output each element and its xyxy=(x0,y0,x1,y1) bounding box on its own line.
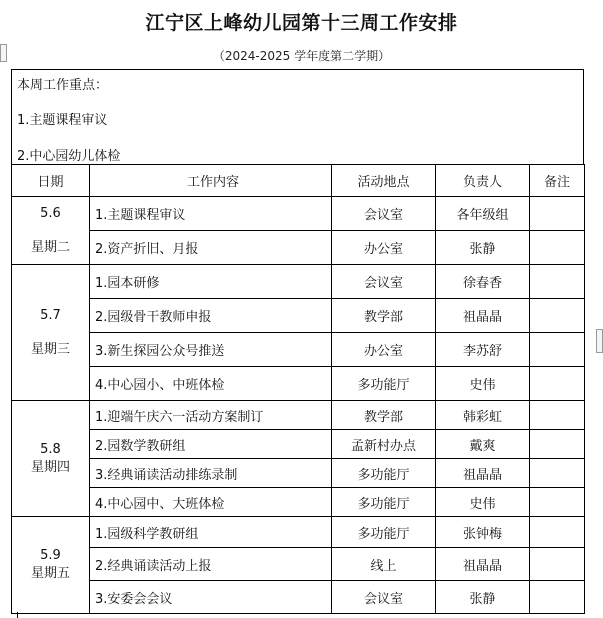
right-margin-marker xyxy=(596,329,603,353)
date-value: 5.7 xyxy=(40,307,61,323)
task-owner: 史伟 xyxy=(436,367,530,401)
table-row xyxy=(12,430,585,459)
weekday-value: 星期三 xyxy=(30,341,70,357)
schedule-table xyxy=(11,164,585,614)
task-location: 线上 xyxy=(332,548,436,581)
task-owner: 祖晶晶 xyxy=(436,548,530,581)
date-value: 5.8 xyxy=(40,441,61,457)
task-content: 2.经典诵读活动上报 xyxy=(90,548,332,581)
header-note: 备注 xyxy=(530,165,585,197)
task-location: 多功能厅 xyxy=(332,459,436,488)
task-location: 办公室 xyxy=(332,333,436,367)
task-location: 教学部 xyxy=(332,299,436,333)
task-content: 2.园数学教研组 xyxy=(90,430,332,459)
document-title: 江宁区上峰幼儿园第十三周工作安排 xyxy=(145,12,458,34)
task-location: 会议室 xyxy=(332,265,436,299)
table-row xyxy=(12,265,585,299)
task-content: 3.新生探园公众号推送 xyxy=(90,333,332,367)
task-note xyxy=(530,581,585,614)
date-cell xyxy=(12,401,90,517)
task-note xyxy=(530,430,585,459)
weekday-value: 星期五 xyxy=(30,566,70,581)
document-subtitle: （2024-2025 学年度第二学期） xyxy=(212,49,391,63)
task-content: 3.经典诵读活动排练录制 xyxy=(90,459,332,488)
task-location: 会议室 xyxy=(332,581,436,614)
table-row xyxy=(12,231,585,265)
date-cell xyxy=(12,197,90,265)
task-note xyxy=(530,548,585,581)
task-content: 1.园级科学教研组 xyxy=(90,517,332,548)
task-location: 多功能厅 xyxy=(332,517,436,548)
table-row xyxy=(12,488,585,517)
header-location: 活动地点 xyxy=(332,165,436,197)
task-location: 孟新村办点 xyxy=(332,430,436,459)
task-content: 1.园本研修 xyxy=(90,265,332,299)
table-row xyxy=(12,517,585,548)
task-owner: 张钟梅 xyxy=(436,517,530,548)
focus-item: 2.中心园幼儿体检 xyxy=(17,149,121,164)
task-note xyxy=(530,265,585,299)
focus-item: 1.主题课程审议 xyxy=(17,113,108,128)
task-note xyxy=(530,517,585,548)
task-location: 教学部 xyxy=(332,401,436,430)
task-content: 1.主题课程审议 xyxy=(90,197,332,231)
task-note xyxy=(530,367,585,401)
task-owner: 李苏舒 xyxy=(436,333,530,367)
task-owner: 祖晶晶 xyxy=(436,299,530,333)
task-content: 3.安委会会议 xyxy=(90,581,332,614)
task-owner: 史伟 xyxy=(436,488,530,517)
task-content: 4.中心园小、中班体检 xyxy=(90,367,332,401)
table-row xyxy=(12,367,585,401)
task-location: 会议室 xyxy=(332,197,436,231)
task-location: 多功能厅 xyxy=(332,367,436,401)
table-row xyxy=(12,581,585,614)
table-row xyxy=(12,401,585,430)
task-owner: 各年级组 xyxy=(436,197,530,231)
date-value: 5.6 xyxy=(40,205,61,221)
table-row xyxy=(12,333,585,367)
header-date: 日期 xyxy=(12,165,90,197)
task-content: 1.迎端午庆六一活动方案制订 xyxy=(90,401,332,430)
date-value: 5.9 xyxy=(40,548,61,563)
table-header-row xyxy=(12,165,585,197)
task-owner: 张静 xyxy=(436,581,530,614)
task-owner: 戴爽 xyxy=(436,430,530,459)
task-owner: 祖晶晶 xyxy=(436,459,530,488)
weekly-focus-box xyxy=(11,69,584,164)
task-content: 2.园级骨干教师申报 xyxy=(90,299,332,333)
task-note xyxy=(530,401,585,430)
task-content: 4.中心园中、大班体检 xyxy=(90,488,332,517)
date-cell xyxy=(12,517,90,614)
task-note xyxy=(530,459,585,488)
date-cell xyxy=(12,265,90,401)
task-location: 多功能厅 xyxy=(332,488,436,517)
table-row xyxy=(12,459,585,488)
header-owner: 负责人 xyxy=(436,165,530,197)
task-note xyxy=(530,197,585,231)
task-location: 办公室 xyxy=(332,231,436,265)
weekday-value: 星期二 xyxy=(30,239,70,255)
task-note xyxy=(530,231,585,265)
task-note xyxy=(530,333,585,367)
table-row xyxy=(12,197,585,231)
task-content: 2.资产折旧、月报 xyxy=(90,231,332,265)
text-cursor xyxy=(17,612,18,618)
table-row xyxy=(12,548,585,581)
task-note xyxy=(530,299,585,333)
table-row xyxy=(12,299,585,333)
focus-heading: 本周工作重点： xyxy=(17,78,109,93)
weekday-value: 星期四 xyxy=(30,459,70,475)
task-note xyxy=(530,488,585,517)
header-content: 工作内容 xyxy=(90,165,332,197)
task-owner: 韩彩虹 xyxy=(436,401,530,430)
task-owner: 徐春香 xyxy=(436,265,530,299)
task-owner: 张静 xyxy=(436,231,530,265)
